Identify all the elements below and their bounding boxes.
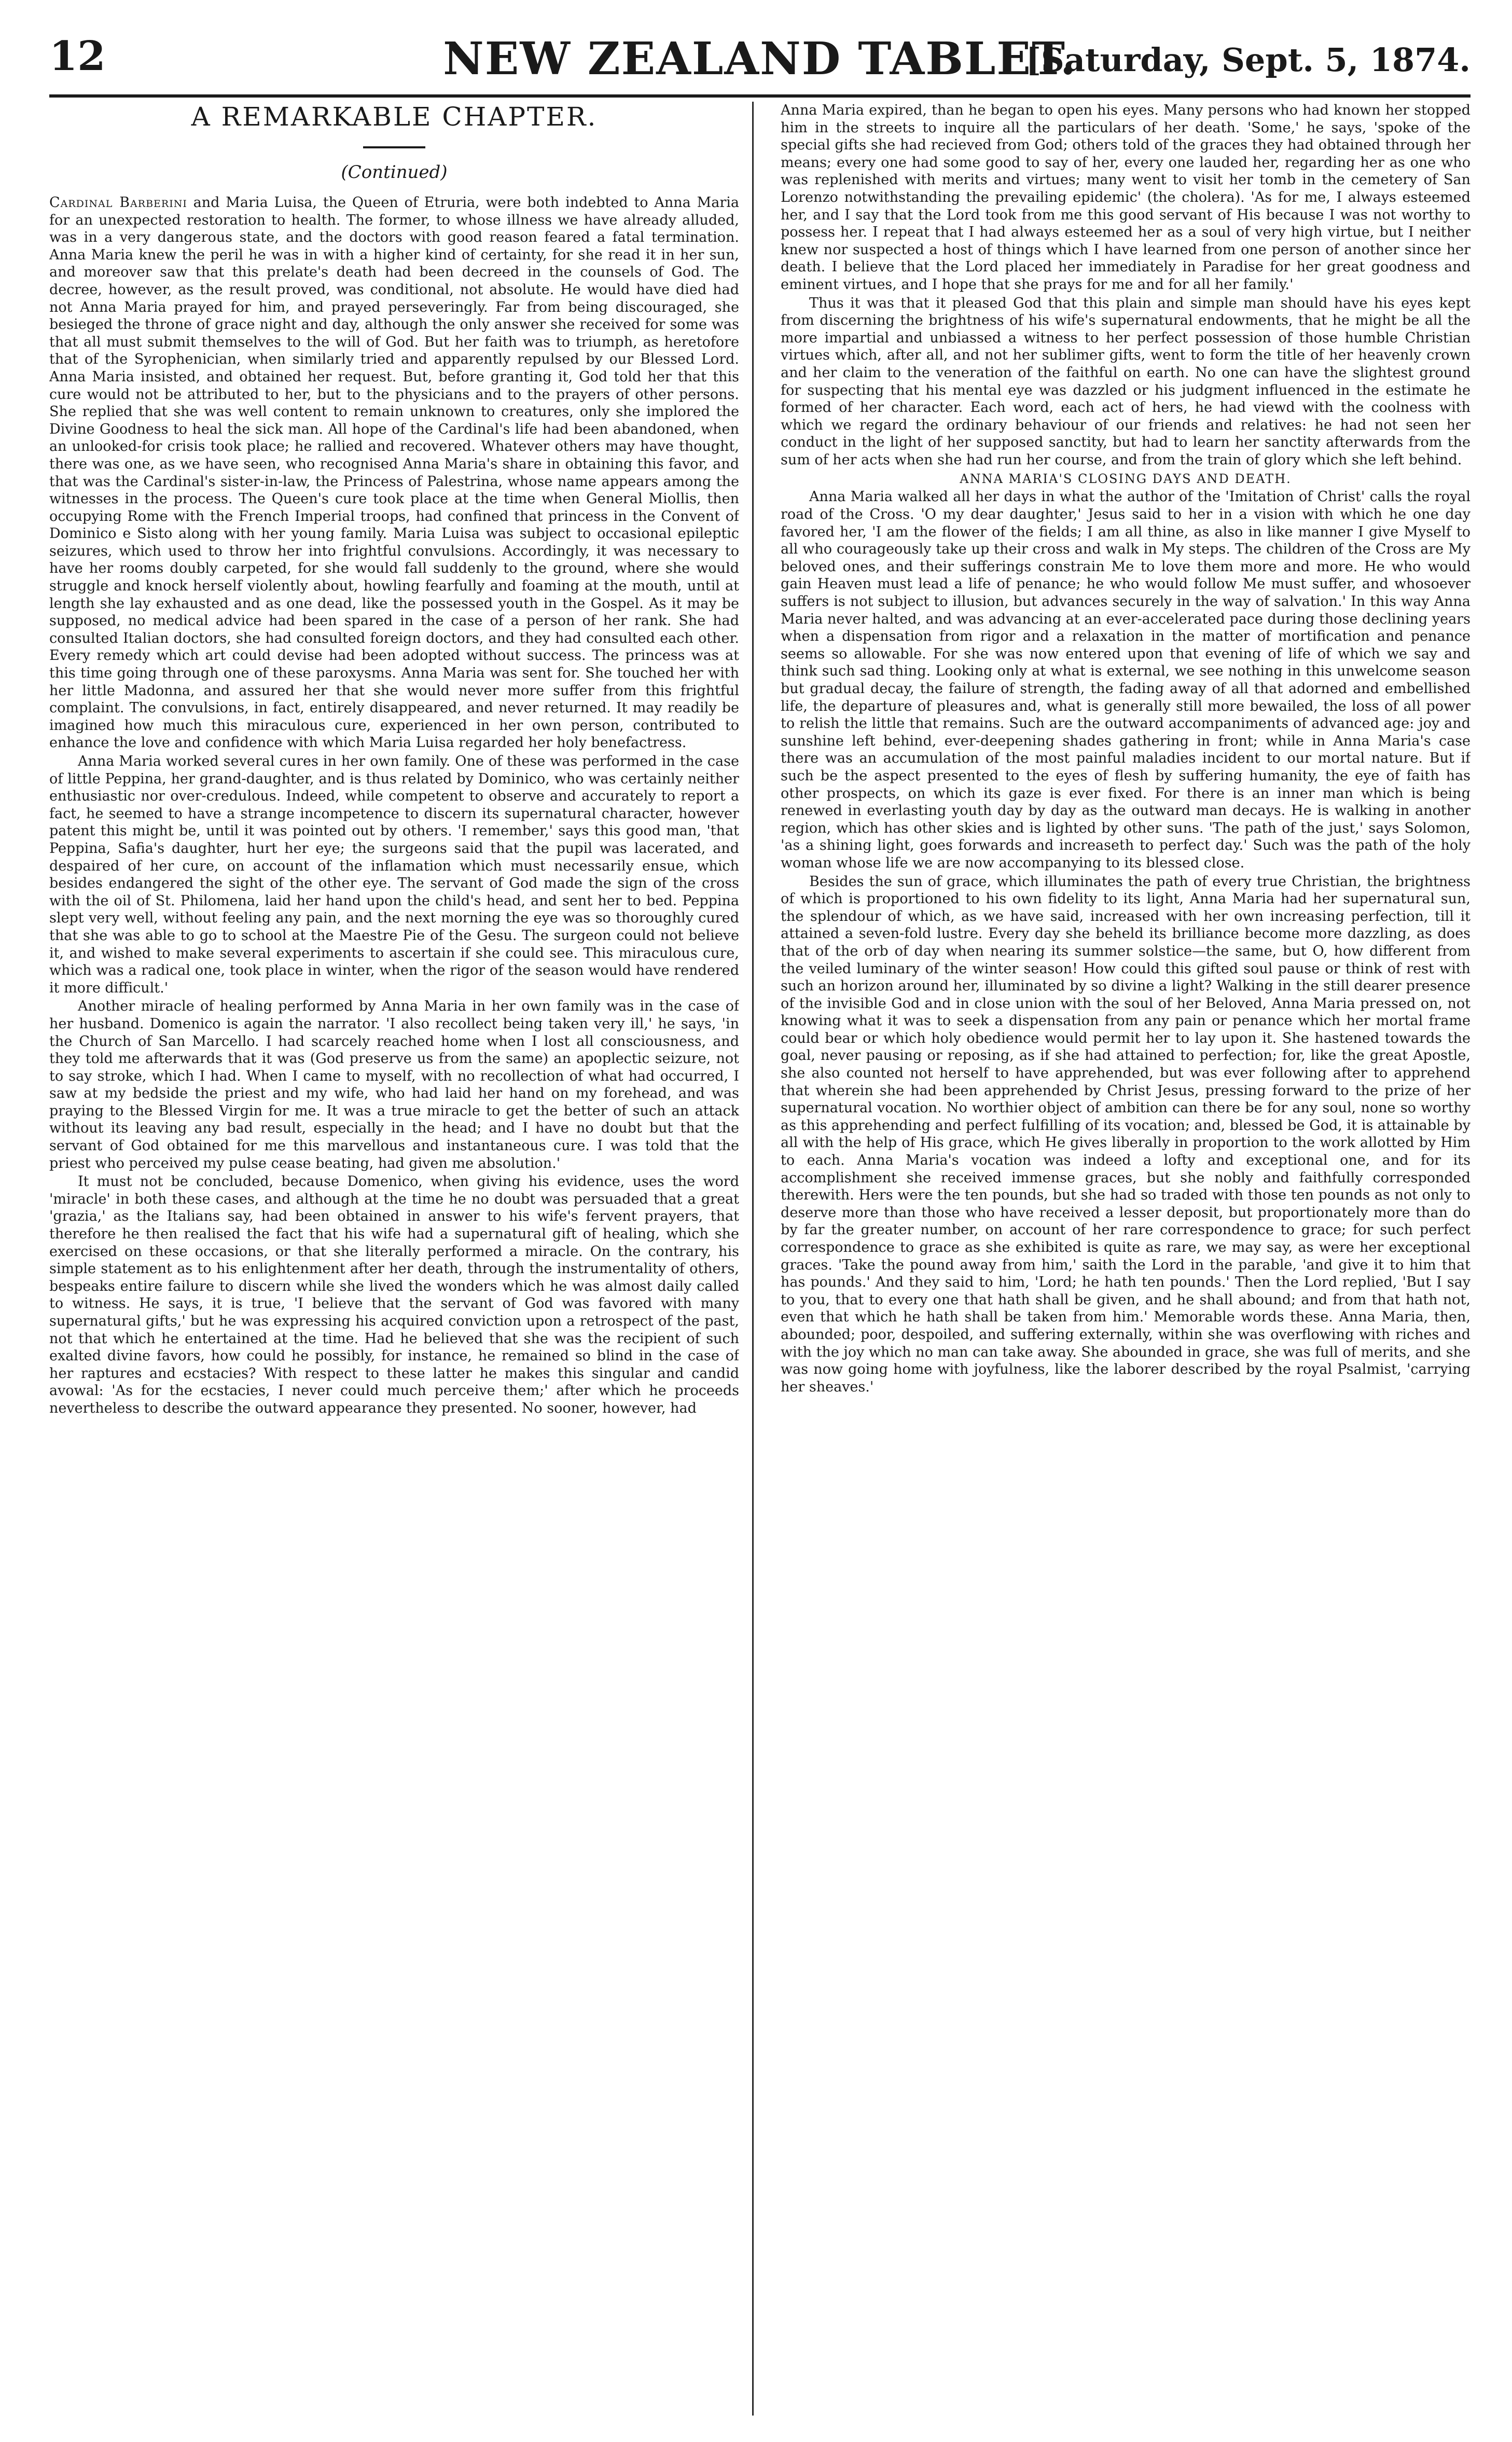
paragraph-text: and Maria Luisa, the Queen of Etruria, were both indebted to Anna Maria for an unexpected restoration to health. The former, to whose illness we have already alluded, was in a very dangerous state, and the doctors with good reason feared a fatal termination. Anna Maria knew the peril he was in with a higher kind of certainty, for she read it in her sun, and moreover saw that this prelate's death had been decreed in the counsels of God. The decree, however, as the result proved, was conditional, not absolute. He would have died had not Anna Maria prayed for him, and prayed perseveringly. Far from being discouraged, she besieged the throne of grace night and day, although the only answer she received for some was that all must submit themselves to the will of God. But her faith was to triumph, as heretofore that of the Syrophenician, when similarly tried and apparently repulsed by our Blessed Lord. Anna Maria insisted, and obtained her request. But, before granting it, God told her that this cure would not be attributed to her, but to the physicians and to the prayers of other persons. She replied that she was well content to remain unknown to creatures, only she implored the Divine Goodness to heal the sick man. All hope of the Cardinal's life had been abandoned, when an unlooked-for crisis took place; he rallied and recovered. Whatever others may have thought, there was one, as we have seen, who recognised Anna Maria's share in obtaining this favor, and that was the Cardinal's sister-in-law, the Princess of Palestrina, whose name appears among the witnesses in the process. The Queen's cure took place at the time when General Miollis, then occupying Rome with the French Imperial troops, had confined that princess in the Convent of Dominico e Sisto along with her young family. Maria Luisa was subject to occasional epileptic seizures, which used to throw her into frightful convulsions. Accordingly, it was necessary to have her rooms doubly carpeted, for she would fall suddenly to the ground, where she would struggle and knock herself violently about, howling fearfully and foaming at the mouth, until at length she lay exhausted and as one dead, like the possessed youth in the Gospel. As it may be supposed, no medical advice had been spared in the case of a person of her rank. She had consulted Italian doctors, she had consulted foreign doctors, and they had consulted each other. Every remedy which art could devise had been adopted without success. The princess was at this time going through one of these paroxysms. Anna Maria was sent for. She touched her with her little Madonna, and assured her that she would never more suffer from this frightful complaint. The convulsions, in fact, entirely disappeared, and never returned. It may readily be imagined how much this miraculous cure, experienced in her own person, contributed to enhance the love and confidence with which Maria Luisa regarded her holy benefactress. xyxy=(49,195,739,751)
newspaper-title: NEW ZEALAND TABLET. xyxy=(443,33,1077,85)
right-column xyxy=(781,102,1471,2426)
section-subheading: ANNA MARIA'S CLOSING DAYS AND DEATH. xyxy=(960,472,1292,487)
paragraph xyxy=(49,194,739,752)
column-divider xyxy=(752,102,754,2416)
continued-note: (Continued) xyxy=(341,162,448,183)
paragraph: Anna Maria walked all her days in what the author of the 'Imitation of Christ' calls the royal road of the Cross. 'O my dear daughter,' Jesus said to her in a vision with which he one day favored her, 'I am the flower of the fields; I am all thine, as also in like manner I give Myself to all who courageously take up their cross and walk in My steps. The children of the Cross are My beloved ones, and their sufferings constrain Me to love them more and more. He who would gain Heaven must lead a life of penance; he who would follow Me must suffer, and whosoever suffers is not subject to illusion, but advances securely in the way of salvation.' In this way Anna Maria never halted, and was advancing at an ever-accelerated pace during those declining years when a dispensation from rigor and a relaxation in the matter of mortification and penance seems so allowable. For she was now entered upon that evening of life of which we say and think such sad thing. Looking only at what is external, we see nothing in this unwelcome season but gradual decay, the failure of strength, the fading away of all that adorned and embellished life, the departure of pleasures and, what is generally still more bewailed, the loss of all power to relish the little that remains. Such are the outward accompaniments of advanced age: joy and sunshine left behind, ever-deepening shades gathering in front; while in Anna Maria's case there was an accumulation of the most painful maladies incident to our mortal nature. But if such be the aspect presented to the eyes of flesh by suffering humanity, the eye of faith has other prospects, on which its gaze is ever fixed. For there is an inner man which is being renewed in everlasting youth day by day as the outward man decays. He is walking in another region, which has other skies and is lighted by other suns. 'The path of the just,' says Solomon, 'as a shining light, goes forwards and increaseth to perfect day.' Such was the path of the holy woman whose life we are now accompanying to its blessed close. xyxy=(781,489,1471,871)
lead-name: Cardinal Barberini xyxy=(49,195,187,211)
article-title: A REMARKABLE CHAPTER. xyxy=(191,102,598,132)
issue-date: [Saturday, Sept. 5, 1874. xyxy=(1025,41,1471,79)
page-number: 12 xyxy=(49,33,106,80)
masthead-rule xyxy=(49,94,1471,98)
masthead xyxy=(49,29,1471,91)
paragraph: Anna Maria expired, than he began to open his eyes. Many persons who had known her stopped him in the streets to inquire all the particulars of her death. 'Some,' he says, 'spoke of the special gifts she had recieved from God; others told of the graces they had obtained through her means; every one had some good to say of her, every one lauded her, regarding her as one who was replenished with merits and virtues; many went to visit her tomb in the cemetery of San Lorenzo notwithstanding the prevailing epidemic' (the cholera). 'As for me, I always esteemed her, and I say that the Lord took from me this good servant of His because I was not worthy to possess her. I repeat that I had always esteemed her as a soul of very high virtue, but I neither knew nor suspected a host of things which I have learned from one person of another since her death. I believe that the Lord placed her immediately in Paradise for her great goodness and eminent virtues, and I hope that she prays for me and for all her family.' xyxy=(781,102,1471,293)
paragraph: Thus it was that it pleased God that this plain and simple man should have his eyes kept from discerning the brightness of his wife's supernatural endowments, that he might be all the more impartial and unbiassed a witness to her perfect possession of those humble Christian virtues which, after all, and not her sublimer gifts, went to form the title of her heavenly crown and her claim to the veneration of the faithful on earth. No one can have the slightest ground for suspecting that his mental eye was dazzled or his judgment influenced in the estimate he formed of her character. Each word, each act of hers, he had viewd with the coolness with which we regard the ordinary behaviour of our friends and relatives: he had not seen her conduct in the light of her supposed sanctity, but had to learn her sanctity afterwards from the sum of her acts when she had run her course, and from the train of glory which she left behind. xyxy=(781,295,1471,468)
paragraph: It must not be concluded, because Domenico, when giving his evidence, uses the word 'miracle' in both these cases, and although at the time he no doubt was persuaded that a great 'grazia,' as the Italians say, had been obtained in answer to his wife's fervent prayers, that therefore he then realised the fact that his wife had a supernatural gift of healing, which she exercised on these occasions, or that she literally performed a miracle. On the contrary, his simple statement as to his enlightenment after her death, through the instrumentality of others, bespeaks entire failure to discern while she lived the wonders which he was almost daily called to witness. He says, it is true, 'I believe that the servant of God was favored with many supernatural gifts,' but he was expressing his acquired conviction upon a retrospect of the past, not that which he entertained at the time. Had he believed that she was the recipient of such exalted divine favors, how could he possibly, for instance, he remained so blind in the case of her raptures and ecstacies? With respect to these latter he makes this singular and candid avowal: 'As for the ecstacies, I never could much perceive them;' after which he proceeds nevertheless to describe the outward appearance they presented. No sooner, however, had xyxy=(49,1174,739,1416)
paragraph: Anna Maria worked several cures in her own family. One of these was performed in the case of little Peppina, her grand-daughter, and is thus related by Dominico, who was certainly neither enthusiastic nor over-credulous. Indeed, while competent to observe and accurately to report a fact, he seemed to have a strange incompetence to discern its supernatural character, however patent this might be, until it was pointed out by others. 'I remember,' says this good man, 'that Peppina, Safia's daughter, hurt her eye; the surgeons said that the pupil was lacerated, and despaired of her cure, on account of the inflamation which must necessarily ensue, which besides endangered the sight of the other eye. The servant of God made the sign of the cross with the oil of St. Philomena, laid her hand upon the child's head, and sent her to bed. Peppina slept very well, without feeling any pain, and the next morning the eye was so thoroughly cured that she was able to go to school at the Maestre Pie of the Gesu. The surgeon could not believe it, and wished to make several experiments to ascertain if she could see. This miraculous cure, which was a radical one, took place in winter, when the rigor of the season would have rendered it more difficult.' xyxy=(49,753,739,996)
paragraph: Besides the sun of grace, which illuminates the path of every true Christian, the brightness of which is proportioned to his own fidelity to its light, Anna Maria had her supernatural sun, the splendour of which, as we have said, increased with her own increasing perfection, till it attained a seven-fold lustre. Every day she beheld its brilliance become more dazzling, as does that of the orb of day when nearing its summer solstice—the same, but O, how different from the veiled luminary of the winter season! How could this gifted soul pause or think of rest with such an horizon around her, illuminated by so divine a light? Walking in the still dearer presence of the invisible God and in close union with the soul of her Beloved, Anna Maria pressed on, not knowing what it was to seek a dispensation from any pain or penance which her mortal frame could bear or which holy obedience would permit her to lay upon it. She hastened towards the goal, never pausing or reposing, as if she had attained to perfection; for, like the great Apostle, she also counted not herself to have apprehended, but was ever following after to apprehend that wherein she had been apprehended by Christ Jesus, pressing forward to the prize of her supernatural vocation. No worthier object of ambition can there be for any soul, none so worthy as this apprehending and perfect fulfilling of its vocation; and, blessed be God, it is attainable by all with the help of His grace, which He gives liberally in proportion to the work allotted by Him to each. Anna Maria's vocation was indeed a lofty and exceptional one, and for its accomplishment she received immense graces, but she nobly and faithfully corresponded therewith. Hers were the ten pounds, but she had so traded with those ten pounds as not only to deserve more than those who have received a lesser deposit, but proportionately more than do by far the greater number, on account of her rare correspondence to grace; for such perfect correspondence to grace as she exhibited is quite as rare, we may say, as were her exceptional graces. 'Take the pound away from him,' saith the Lord in the parable, 'and give it to him that has pounds.' And they said to him, 'Lord; he hath ten pounds.' Then the Lord replied, 'But I say to you, that to every one that hath shall be given, and he shall abound; and from that hath not, even that which he hath shall be taken from him.' Memorable words these. Anna Maria, then, abounded; poor, despoiled, and suffering externally, within she was overflowing with riches and with the joy which no man can take away. She abounded in grace, she was full of merits, and she was now going home with joyfulness, like the laborer described by the royal Psalmist, 'carrying her sheaves.' xyxy=(781,873,1471,1395)
paragraph: Another miracle of healing performed by Anna Maria in her own family was in the case of her husband. Domenico is again the narrator. 'I also recollect being taken very ill,' he says, 'in the Church of San Marcello. I had scarcely reached home when I lost all consciousness, and they told me afterwards that it was (God preserve us from the same) an apoplectic seizure, not to say stroke, which I had. When I came to myself, with no recollection of what had occurred, I saw at my bedside the priest and my wife, who had laid her hand on my forehead, and was praying to the Blessed Virgin for me. It was a true miracle to get the better of such an attack without its leaving any bad result, especially in the head; and I have no doubt but that the servant of God obtained for me this marvellous and instantaneous cure. I was told that the priest who perceived my pulse cease beating, had given me absolution.' xyxy=(49,998,739,1171)
title-rule xyxy=(363,146,425,148)
left-column xyxy=(49,102,739,2426)
